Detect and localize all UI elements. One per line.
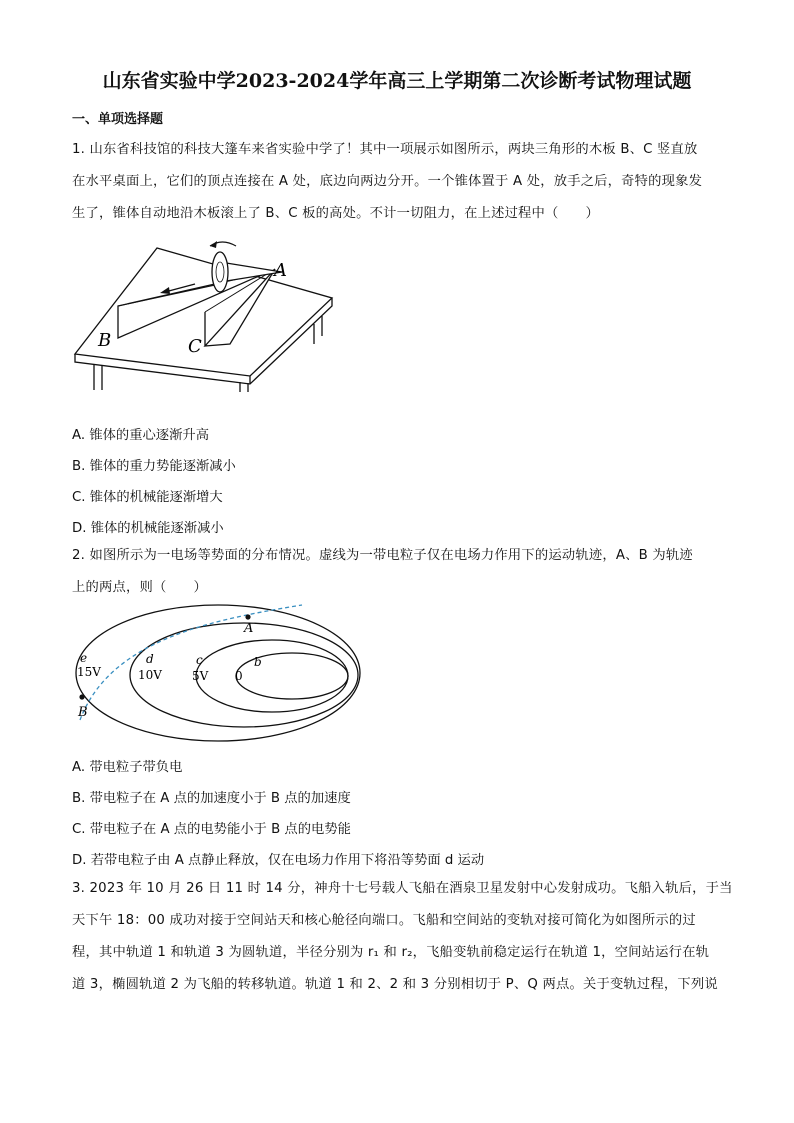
label-e: e: [80, 651, 88, 665]
point-b: [79, 694, 84, 699]
cone-on-boards-figure: [70, 234, 340, 392]
question-2-line: 上的两点，则（ ）: [72, 580, 207, 595]
question-3-line: 3. 2023 年 10 月 26 日 11 时 14 分，神舟十七号载人飞船在酒泉卫星发射中心发射成功。飞船入轨后，于当: [72, 881, 733, 896]
point-b-label: B: [78, 705, 88, 720]
label-b: B: [98, 330, 112, 351]
question-3-text: [72, 873, 733, 1001]
option-d: D. 锥体的机械能逐渐减小: [72, 521, 224, 536]
point-a: [245, 614, 250, 619]
option-b: B. 带电粒子在 A 点的加速度小于 B 点的加速度: [72, 791, 351, 806]
equipotential-figure: [70, 600, 370, 742]
page-title: 山东省实验中学2023-2024学年高三上学期第二次诊断考试物理试题: [102, 70, 692, 92]
equipotential-e: [76, 605, 360, 741]
option-c: C. 带电粒子在 A 点的电势能小于 B 点的电势能: [72, 822, 351, 837]
option-a: A. 锥体的重心逐渐升高: [72, 428, 209, 443]
section-heading: 一、单项选择题: [72, 112, 164, 127]
label-a: A: [274, 260, 287, 281]
question-2-text: [72, 540, 722, 604]
option-a: A. 带电粒子带负电: [72, 760, 183, 775]
question-2-line: 2. 如图所示为一电场等势面的分布情况。虚线为一带电粒子仅在电场力作用下的运动轨迹，A、B 为轨迹: [72, 548, 693, 563]
question-1-line: 生了，锥体自动地沿木板滚上了 B、C 板的高处。不计一切阻力，在上述过程中（ ）: [72, 206, 600, 221]
option-c: C. 锥体的机械能逐渐增大: [72, 490, 223, 505]
label-c: C: [188, 336, 202, 357]
question-3-line: 天下午 18：00 成功对接于空间站天和核心舱径向端口。飞船和空间站的变轨对接可简化为如图所示的过: [72, 913, 696, 928]
particle-trajectory: [80, 605, 302, 720]
label-c: c: [196, 653, 203, 667]
label-e-potential: 15V: [77, 665, 101, 679]
question-1-text: [72, 134, 722, 230]
label-c-potential: 5V: [192, 669, 209, 683]
label-d: d: [146, 652, 154, 666]
label-b: b: [254, 655, 262, 669]
equipotential-c: [196, 640, 348, 712]
label-d-potential: 10V: [138, 668, 162, 682]
question-1-line: 在水平桌面上，它们的顶点连接在 A 处，底边向两边分开。一个锥体置于 A 处，放手之后，奇特的现象发: [72, 174, 703, 189]
question-3-line: 程，其中轨道 1 和轨道 3 为圆轨道，半径分别为 r₁ 和 r₂，飞船变轨前稳定运行在轨道 1，空间站运行在轨: [72, 945, 710, 960]
question-1-line: 1. 山东省科技馆的科技大篷车来省实验中学了！其中一项展示如图所示，两块三角形的木板 B、C 竖直放: [72, 142, 698, 157]
option-b: B. 锥体的重力势能逐渐减小: [72, 459, 236, 474]
option-d: D. 若带电粒子由 A 点静止释放，仅在电场力作用下将沿等势面 d 运动: [72, 853, 485, 868]
point-a-label: A: [244, 621, 254, 636]
question-3-line: 道 3，椭圆轨道 2 为飞船的转移轨道。轨道 1 和 2、2 和 3 分别相切于 P、Q 两点。关于变轨过程，下列说: [72, 977, 718, 992]
equipotential-b: [236, 653, 348, 699]
label-b-potential: 0: [235, 669, 243, 683]
equipotential-d: [130, 623, 358, 727]
